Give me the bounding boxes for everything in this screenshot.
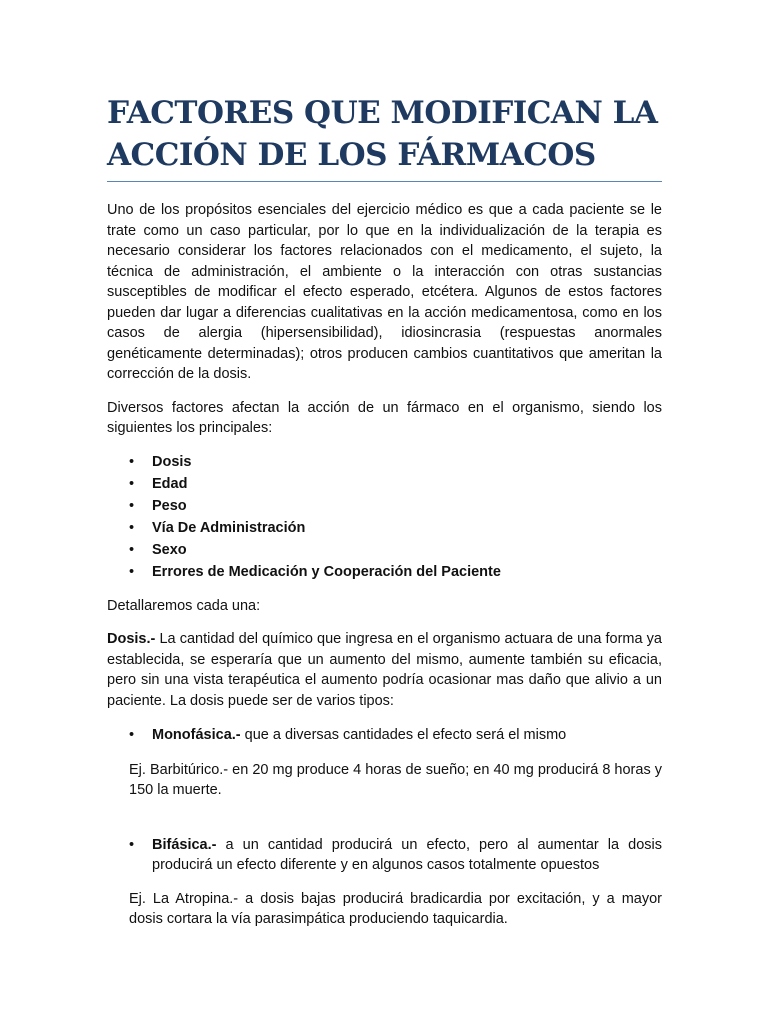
list-item — [107, 561, 662, 583]
monofasica-text: que a diversas cantidades el efecto será el mismo — [240, 727, 567, 743]
monofasica-lead: Monofásica.- — [152, 727, 241, 743]
title-line-1: FACTORES QUE MODIFICAN LA — [107, 95, 658, 131]
bullet-icon: • — [129, 563, 135, 580]
list-item — [107, 495, 662, 517]
bifasica-example: Ej. La Atropina.- a dosis bajas producirá bradicardia por excitación, y a mayor dosis cortara la vía parasimpática produciendo taquicardia. — [129, 890, 662, 927]
page-title — [107, 92, 662, 181]
factor-label: Errores de Medicación y Cooperación del Paciente — [152, 563, 501, 580]
list-item — [107, 451, 662, 473]
list-item — [107, 539, 662, 561]
factors-list — [107, 451, 662, 583]
dosis-paragraph — [107, 629, 662, 711]
bullet-icon: • — [129, 497, 135, 514]
dosis-lead: Dosis.- — [107, 631, 156, 647]
monofasica-example: Ej. Barbitúrico.- en 20 mg produce 4 horas de sueño; en 40 mg producirá 8 horas y 150 la muerte. — [129, 761, 662, 798]
bullet-icon: • — [129, 727, 135, 743]
monofasica-item — [107, 725, 662, 746]
document-page — [107, 92, 662, 930]
bullet-icon: • — [129, 475, 135, 492]
bifasica-text: a un cantidad producirá un efecto, pero al aumentar la dosis producirá un efecto diferente y en algunos casos totalmente opuestos — [152, 836, 662, 873]
list-item — [107, 517, 662, 539]
factor-label: Vía De Administración — [152, 519, 306, 536]
factor-label: Sexo — [152, 541, 187, 558]
detail-paragraph: Detallaremos cada una: — [107, 597, 261, 614]
title-divider — [107, 181, 662, 182]
bifasica-lead: Bifásica.- — [152, 836, 217, 853]
title-line-2: ACCIÓN DE LOS FÁRMACOS — [107, 137, 596, 173]
bullet-icon: • — [129, 453, 135, 470]
factor-label: Peso — [152, 497, 187, 514]
factor-label: Edad — [152, 475, 188, 492]
bullet-icon: • — [129, 541, 135, 558]
bullet-icon: • — [129, 836, 135, 853]
factors-intro-paragraph: Diversos factores afectan la acción de un fármaco en el organismo, siendo los siguientes los principales: — [107, 399, 662, 436]
intro-paragraph: Uno de los propósitos esenciales del ejercicio médico es que a cada paciente se le trate como un caso particular, por lo que en la individualización de la terapia es necesario considerar los factores relacionados con el medicamento, el sujeto, la técnica de administración, el ambiente o la interacción con otras sustancias susceptibles de modificar el efecto esperado, etcétera. Algunos de estos factores pueden dar lugar a diferencias cualitativas en la acción medicamentosa, como en los casos de alergia (hipersensibilidad), idiosincrasia (respuestas anormales genéticamente determinadas); otros producen cambios cuantitativos que ameritan la corrección de la dosis. — [107, 202, 662, 382]
bifasica-item — [107, 835, 662, 876]
bullet-icon: • — [129, 519, 135, 536]
dosis-text: La cantidad del químico que ingresa en el organismo actuara de una forma ya establecida, se esperaría que un aumento del mismo, aumente también su eficacia, pero sin una vista terapéutica el aumento podría ocasionar mas daño que alivio a un paciente. La dosis puede ser de varios tipos: — [107, 631, 662, 709]
list-item — [107, 473, 662, 495]
factor-label: Dosis — [152, 453, 192, 470]
